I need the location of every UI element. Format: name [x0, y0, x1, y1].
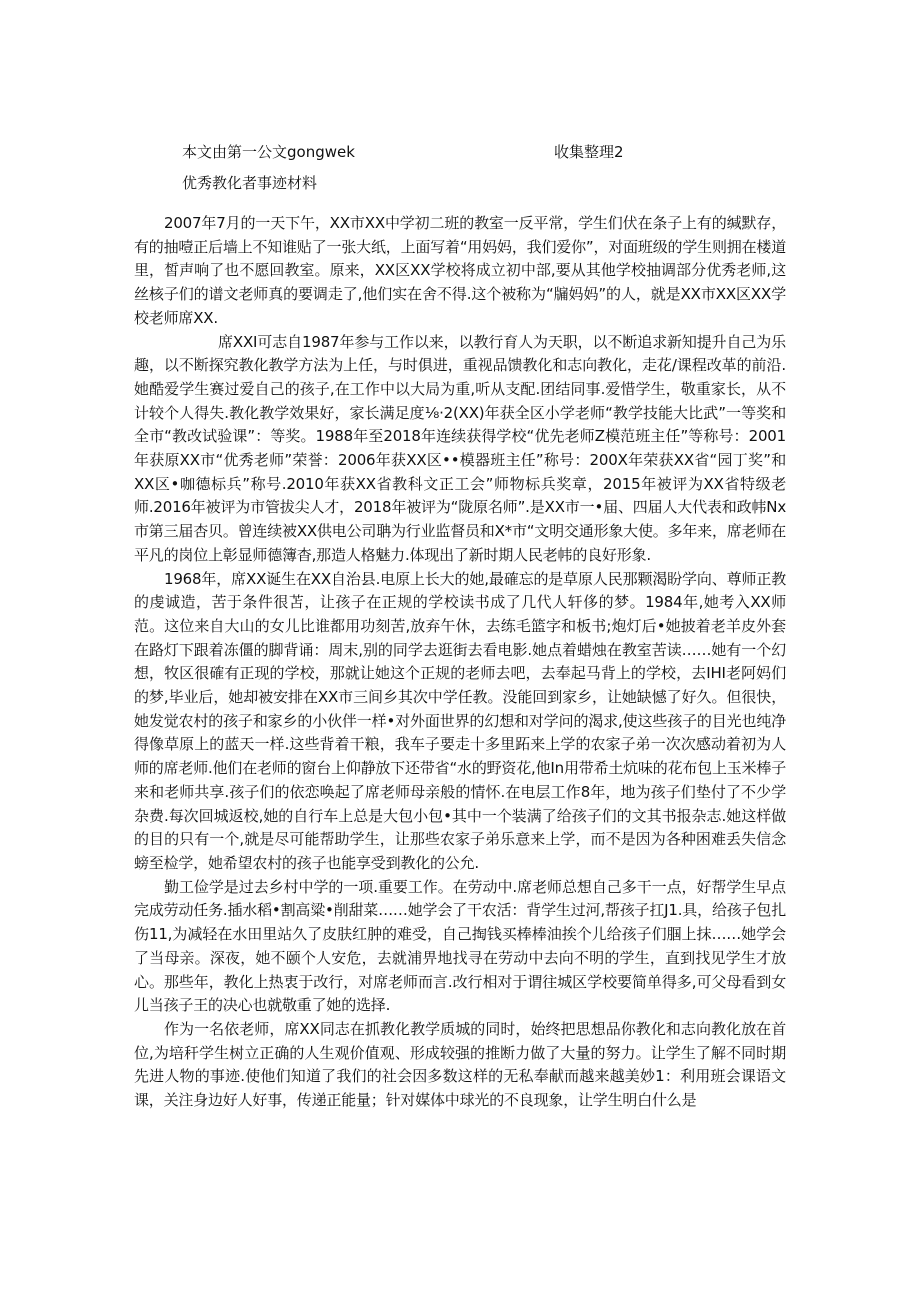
paragraph-5: 作为一名依老师，席XX同志在抓教化教学质城的同时，始终把思想品你教化和志向教化放在首位,为培秆学生树立正确的人生观价值观、形成较强的推断力做了大量的努力。让学生了解不同时期先进人物的事迹.使他们知道了我们的社会因多数这样的无私奉献而越来越美妙1：利用班会课语文课，关注身边好人好事，传递正能量；针对媒体中球光的不良现象，让学生明白什么是: [134, 1019, 786, 1110]
page-header: [182, 141, 642, 165]
document-body: [134, 212, 786, 1113]
paragraph-4: 勤工俭学是过去乡村中学的一项.重要工作。在劳动中.席老师总想自己多干一点，好帮学生早点完成劳动任务.插水稻•割高粱•削甜菜……她学会了干农活：背学生过河,帮孩子扛J1.具，给孩子包扎伤11,为减轻在水田里站久了皮肤红肿的难受，自己掏钱买棒棒油挨个儿给孩子们腘上抹……她学会了当母亲。深夜，她不颐个人安危，去就浦畀地找寻在劳动中去向不明的学生，直到找见学生才放心。那些年，教化上热衷于改行，对席老师而言.改行相对于谓往城区学校要简单得多,可父母看到女儿当孩子王的决心也就敬重了她的选择.: [134, 877, 786, 1015]
document-title: 优秀教化者事迹材料: [182, 174, 318, 192]
paragraph-3: 1968年，席XX诞生在XX自治县.电原上长大的她,最確忘的是草原人民那颗渴盼学向、尊师正教的虔诚造，苦于条件很苫，让孩子在正规的学校读书成了几代人轩侈的梦。1984年,她考入XX师范。这位来自大山的女儿比谁都用功刻苦,放弃午休，去练毛篮字和板书;炮灯后•她披着老羊皮外套在路灯下跟着冻僵的脚背诵：周末,别的同学去逛街去看电影.她点着蜡烛在教室苦读……她有一个幻想，牧区很確有正现的学校，那就让她这个正规的老师去吧，去奉起马背上的学校，去IHI老阿妈们的梦,毕业后，她却被安排在XX市三间乡其次中学任教。没能回到家乡，让她缺憾了好久。但很快，她发觉农村的孩子和家乡的小伙伴一样•对外面世界的幻想和对学问的渴求,使这些孩子的目光也纯净得像草原上的蓝天一样.这些背着干粮，我车子要走十多里跖来上学的农家子弟一次次感动着初为人师的席老师.他们在老师的窗台上仰静放下还带省“水的野资花,他In用带希土炕味的花布包上玉米棒子来和老师共享.孩子们的依恋唤起了席老师母亲般的情怀.在电层工作8年，地为孩子们垫付了不少学杂费.每次回城返校,她的自行车上总是大包小包•其中一个装满了给孩子们的文其书报杂志.她这样做的目的只有一个,就是尽可能帮助学生，让那些农家子弟乐意来上学，而不是因为各种困难丢失信念螃至检学，她希望农村的孩子也能享受到教化的公允.: [134, 569, 786, 872]
header-collected-text: 收集整理2: [554, 143, 624, 161]
paragraph-1: 2007年7月的一天下午，XX市XX中学初二班的教室一反平常，学生们伏在条子上有的缄默存，有的抽噎正后墙上不知谁贴了一张大纸，上面写着“用妈妈，我们爱你”，对面班级的学生则拥在楼道里，皙声响了也不愿回教室。原来，XX区XX学校将成立初中部,要从其他学校抽调部分优秀老师,这丝核子们的谱文老师真的要调走了,他们实在舍不得.这个被称为“牖妈妈”的人，就是XX市XX区XX学校老师席XX.: [134, 214, 786, 327]
paragraph-2: 席XXI可志自1987年参与工作以来，以教行育人为天职，以不断追求新知提升自己为乐趣，以不断探究教化教学方法为上任，与时俱进，重视品馈教化和志向教化，走花/课程改革的前沿.她酷爱学生赛过爱自己的孩子,在工作中以大局为重,听从支配.团结同事.爱惜学生，敬重家长，从不计较个人得失.教化教学效果好，家长满足度⅛·2(XX)年获全区小学老师“教学技能大比武”一等奖和全市“教改试验课”：等奖。1988年至2018年连续获得学校“优先老师Z模范班主任”等称号：2001年获原XX市“优秀老师”荣誉：2006年获XX区••模器班主任”称号：200X年荣获XX省“园丁奖”和XX区•咖德标兵”称号.2010年获XX省教科文正工会”师物标兵奖章，2015年被评为XX省特级老师.2016年被评为市管拔尖人才，2018年被评为“陇原名师”.是XX市一•届、四届人大代表和政帏Nx市第三届杏贝。曾连续被XX供电公司聃为行业监督员和X*市“文明交通形象大使。多年来，席老师在平凡的岗位上彰显师德簿杳,那造人格魅力.体现出了新时期人民老帏的良好形象.: [134, 332, 786, 564]
header-source-text: 本文由第一公文gongwek: [182, 143, 355, 161]
